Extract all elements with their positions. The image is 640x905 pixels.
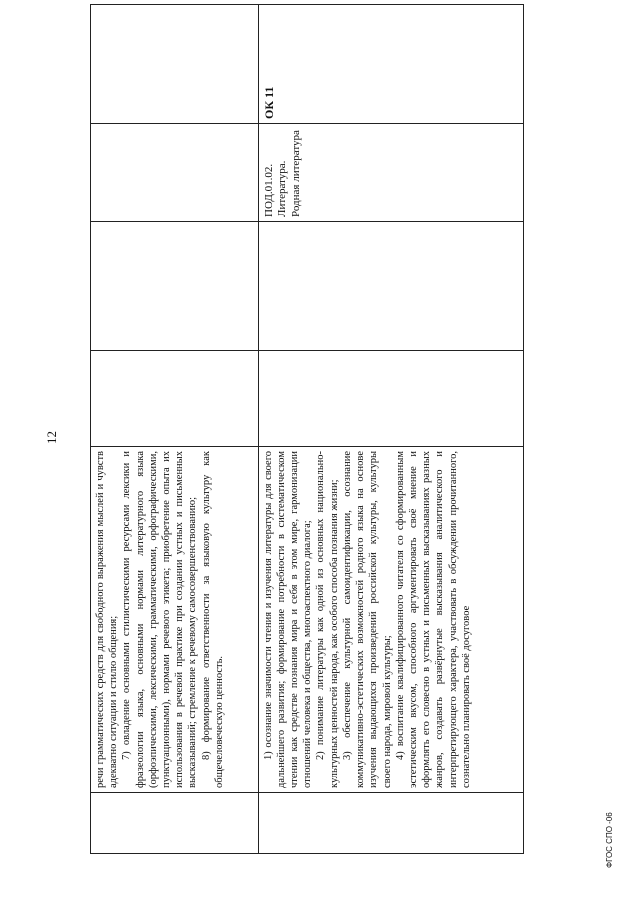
empty-cell <box>91 222 259 351</box>
subject-cell <box>258 124 523 222</box>
goal-paragraph: речи грамматических средств для свободного выражения мыслей и чувств адекватно ситуации и стилю общения; <box>95 451 120 788</box>
empty-cell <box>91 5 259 124</box>
goal-paragraph: 7) овладение основными стилистическими ресурсами лексики и фразеологии языка, основными нормами литературного языка (орфоэпическими, лексическими, грамматическими, орфографическими, пунктуационными), нормами речевого этикета; приобретение опыта их использования в речевой практике при создании устных и письменных высказываний; стремление к речевому самосовершенствованию; <box>121 451 199 788</box>
goal-paragraph: 4) воспитание квалифицированного читателя со сформированным эстетическим вкусом, способного аргументировать своё мнение и оформлять его словесно в устных и письменных высказываниях разных жанров, создавать развёрнутые высказывания аналитического и интерпретирующего характера, участвовать в обсуждении прочитанного, сознательно планировать своё досуговое <box>394 451 472 788</box>
page-number: 12 <box>44 431 59 444</box>
table-row <box>258 5 523 854</box>
competence-table <box>90 4 524 854</box>
empty-cell <box>91 124 259 222</box>
competence-cell <box>258 5 523 124</box>
subject-text <box>259 124 308 221</box>
subject-code: ПОД.01.02. <box>262 163 275 217</box>
table-row <box>91 5 259 854</box>
goal-paragraph: 8) формирование ответственности за языковую культуру как общечеловеческую ценность. <box>200 451 225 788</box>
empty-cell <box>258 793 523 854</box>
empty-cell <box>258 222 523 351</box>
subject-subtitle: Родная литература <box>289 130 302 217</box>
learning-goals-text <box>259 447 473 792</box>
subject-title: Литература. <box>276 160 289 217</box>
learning-goals-cell <box>91 447 259 793</box>
goal-paragraph: 2) понимание литературы как одной из основных национально-культурных ценностей народа, как особого способа познания жизни; <box>315 451 340 788</box>
footer-standard: ФГОС СПО -06 <box>605 812 614 868</box>
competence-table-rotated <box>90 11 524 854</box>
learning-goals-cell <box>258 447 523 793</box>
goal-paragraph: 3) обеспечение культурной самоидентификации, осознание коммуникативно-эстетических возможностей родного языка на основе изучения выдающихся произведений российской культуры, культуры своего народа, мировой культуры; <box>341 451 393 788</box>
empty-cell <box>91 793 259 854</box>
learning-goals-text <box>91 447 226 792</box>
competence-code: ОК 11 <box>261 86 276 119</box>
empty-cell <box>91 351 259 447</box>
goal-paragraph: 1) осознание значимости чтения и изучения литературы для своего дальнейшего развития; формирование потребности в систематическом чтении как средстве познания мира и себя в этом мире, гармонизации отношений человека и общества, многоаспектного диалога; <box>262 451 314 788</box>
empty-cell <box>258 351 523 447</box>
